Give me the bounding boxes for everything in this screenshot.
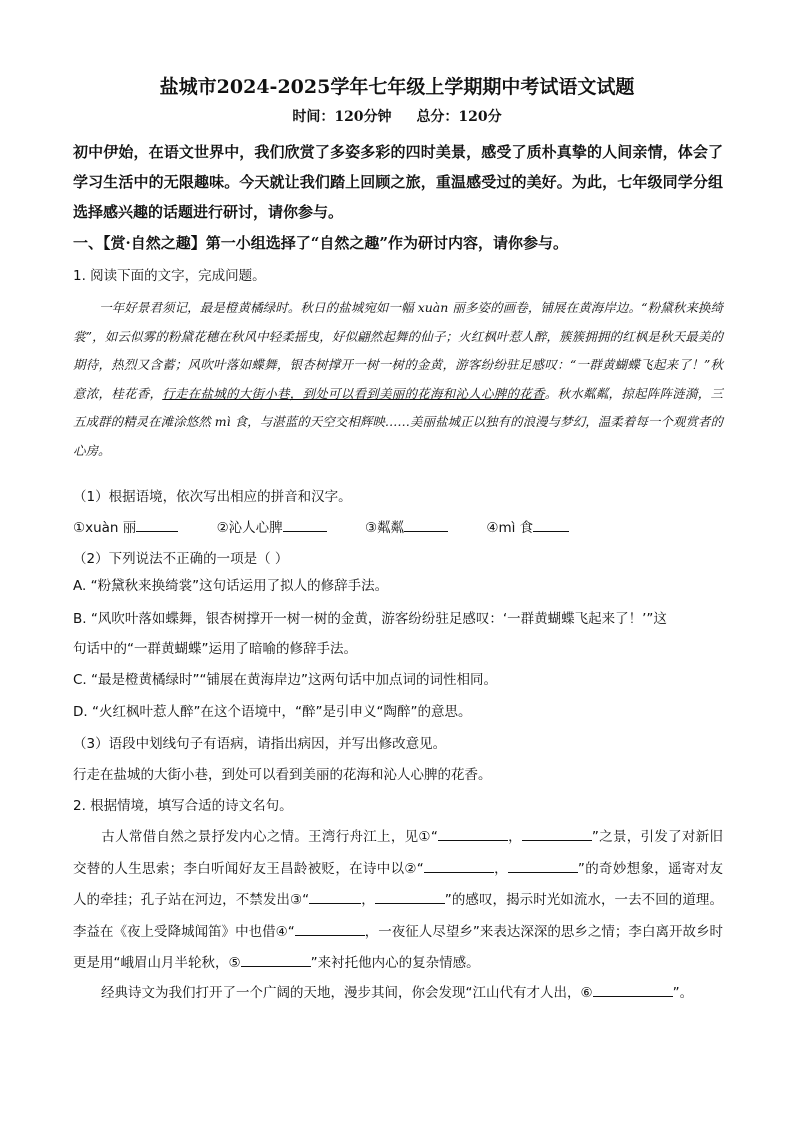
poetry-blank-2a[interactable] [424, 858, 494, 873]
passage-text-1: 一年好景君须记，最是橙黄橘绿时。秋日的盐城宛如一幅 xuàn 丽多姿的画卷，铺展在黄海岸边。“粉黛秋来换绮裳”，如云似雾的粉黛花穗在秋风中轻柔摇曳，好似翩然起舞的仙子；火红枫叶惹人醉，簇簇拥拥的红枫是秋天最美的期待，热烈又含蓄；风吹叶落如蝶舞，银杏树撑开一树一树的金黄，游客纷纷驻足感叹：“一群黄蝴蝶飞起来了！”秋意浓，桂花香， [73, 300, 723, 401]
poetry-blank-6[interactable] [593, 982, 673, 997]
question-1-3-sentence: 行走在盐城的大街小巷，到处可以看到美丽的花海和沁人心脾的花香。 [73, 767, 492, 783]
option-d: D. “火红枫叶惹人醉”在这个语境中，“醉”是引申义“陶醉”的意思。 [73, 704, 472, 720]
poetry-text: ， [493, 860, 508, 877]
option-a: A. “粉黛秋来换绮裳”这句话运用了拟人的修辞手法。 [73, 578, 389, 594]
poetry-text: ”之景，引发了对新旧交替的人生思索；李白听闻好友王昌龄被贬，在诗中以②“ [73, 829, 723, 877]
question-2-heading: 2. 根据情境，填写合适的诗文名句。 [73, 798, 293, 814]
section-heading: 一、【赏·自然之趣】第一小组选择了“自然之趣”作为研讨内容，请你参与。 [73, 234, 568, 252]
item-2: ②沁人心脾 [216, 520, 283, 536]
poetry-text: ，一夜征人尽望乡”来表达深深的思乡之情；李白离开故乡时更是用“峨眉山月半轮秋，⑤ [73, 923, 723, 971]
intro-paragraph: 初中伊始，在语文世界中，我们欣赏了多姿多彩的四时美景，感受了质朴真挚的人间亲情，体会了学习生活中的无限趣味。今天就让我们踏上回顾之旅，重温感受过的美好。为此，七年级同学分组选择感兴趣的话题进行研讨，请你参与。 [73, 143, 723, 221]
option-b-line-1: B. “风吹叶落如蝶舞，银杏树撑开一树一树的金黄，游客纷纷驻足感叹：‘一群黄蝴蝶飞起来了！’”这 [73, 611, 667, 627]
option-c: C. “最是橙黄橘绿时”“铺展在黄海岸边”这两句话中加点词的词性相同。 [73, 672, 497, 688]
poetry-blank-1b[interactable] [522, 826, 592, 841]
pinyin-items [73, 516, 723, 536]
poetry-text: ”。 [672, 985, 694, 1001]
poetry-text: ， [361, 892, 375, 908]
question-1-heading: 1. 阅读下面的文字，完成问题。 [73, 268, 266, 284]
poetry-text: ”的感叹，揭示时光如流水，一去不回的道理。李益在《夜上受降城闻笛》中也借④“ [73, 892, 723, 940]
poetry-last-paragraph [73, 978, 723, 1010]
poetry-blank-5[interactable] [241, 952, 311, 967]
answer-blank-4[interactable] [533, 517, 569, 532]
poetry-fill-paragraph [73, 822, 723, 980]
question-1-2: （2）下列说法不正确的一项是（ ） [73, 551, 289, 567]
poetry-text: 经典诗文为我们打开了一个广阔的天地，漫步其间，你会发现“江山代有才人出，⑥ [101, 985, 593, 1001]
item-3: ③粼粼 [364, 520, 405, 536]
answer-blank-3[interactable] [404, 517, 448, 532]
poetry-blank-2b[interactable] [508, 858, 578, 873]
question-1-3: （3）语段中划线句子有语病，请指出病因，并写出修改意见。 [73, 736, 447, 752]
answer-blank-2[interactable] [283, 517, 327, 532]
poetry-blank-3b[interactable] [375, 889, 445, 904]
poetry-text: ”的奇妙想象，遥寄对友人的牵挂；孔子站在河边，不禁发出③“ [73, 860, 723, 908]
underlined-sentence: 行走在盐城的大街小巷，到处可以看到美丽的花海和沁人心脾的花香 [162, 385, 545, 401]
item-4: ④mì 食 [486, 520, 534, 536]
question-1-1: （1）根据语境，依次写出相应的拼音和汉字。 [73, 489, 352, 505]
time-label: 时间：120分钟 [292, 109, 392, 125]
passage-text-2: 。秋水粼粼，掠起阵阵涟漪，三五成群的精灵在滩涂悠然 mì 食，与湛蓝的天空交相辉映……美丽盐城正以独有的浪漫与梦幻，温柔着每一个观赏者的心房。 [73, 385, 723, 458]
page-title: 盐城市2024-2025学年七年级上学期期中考试语文试题 [159, 76, 635, 98]
item-1: ①xuàn 丽 [73, 520, 137, 536]
poetry-text: 古人常借自然之景抒发内心之情。王湾行舟江上，见①“ [101, 829, 438, 845]
reading-passage [73, 294, 723, 465]
poetry-blank-3a[interactable] [309, 889, 361, 904]
poetry-blank-4[interactable] [295, 921, 365, 936]
poetry-text: ”来衬托他内心的复杂情感。 [310, 955, 480, 971]
exam-info [0, 106, 794, 126]
poetry-blank-1a[interactable] [438, 826, 508, 841]
option-b-line-2: 句话中的“一群黄蝴蝶”运用了暗喻的修辞手法。 [73, 641, 357, 657]
answer-blank-1[interactable] [136, 517, 178, 532]
poetry-text: ， [507, 829, 522, 845]
score-label: 总分：120分 [416, 109, 502, 125]
